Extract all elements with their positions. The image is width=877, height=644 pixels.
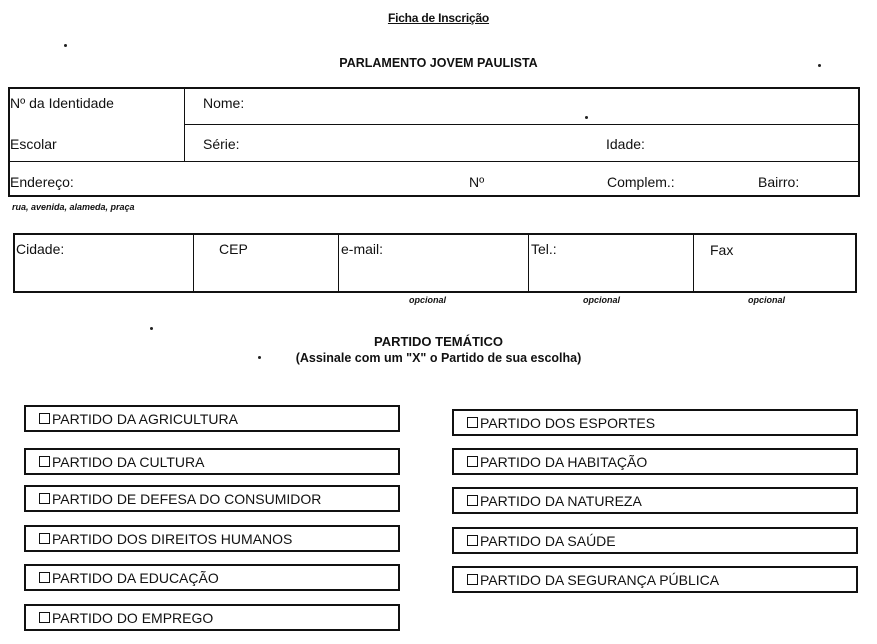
student-info-table <box>8 87 860 197</box>
party-option-seguranca-publica[interactable] <box>452 566 858 593</box>
party-label: PARTIDO DA HABITAÇÃO <box>480 453 648 470</box>
party-option-agricultura[interactable] <box>24 405 400 432</box>
contact-divider-3 <box>528 234 529 292</box>
party-label: PARTIDO DA SEGURANÇA PÚBLICA <box>480 571 720 588</box>
party-option-esportes[interactable] <box>452 409 858 436</box>
nome-field[interactable]: Nome: <box>203 95 245 111</box>
party-option-saude[interactable] <box>452 527 858 554</box>
identity-column-divider <box>184 88 185 162</box>
contact-divider-2 <box>338 234 339 292</box>
contact-divider-4 <box>693 234 694 292</box>
serie-field[interactable]: Série: <box>203 136 240 152</box>
checkbox-icon[interactable] <box>39 533 50 544</box>
tel-field[interactable]: Tel.: <box>531 241 557 257</box>
party-option-direitos-humanos[interactable] <box>24 525 400 552</box>
cidade-field[interactable]: Cidade: <box>16 241 65 257</box>
identidade-label: Nº da Identidade <box>10 95 114 111</box>
checkbox-icon[interactable] <box>467 456 478 467</box>
scan-speck <box>585 116 588 119</box>
partido-section-instruction: (Assinale com um "X" o Partido de sua escolha) <box>295 351 582 365</box>
party-label: PARTIDO DA AGRICULTURA <box>52 410 238 427</box>
party-label: PARTIDO DA NATUREZA <box>480 492 642 509</box>
partido-section-title: PARTIDO TEMÁTICO <box>373 334 504 349</box>
contact-divider-1 <box>193 234 194 292</box>
party-option-consumidor[interactable] <box>24 485 400 512</box>
party-label: PARTIDO DA CULTURA <box>52 453 205 470</box>
endereco-field[interactable]: Endereço: <box>10 174 74 190</box>
party-option-emprego[interactable] <box>24 604 400 631</box>
scan-speck <box>64 44 67 47</box>
fax-optional-note: opcional <box>748 295 786 305</box>
cep-field[interactable]: CEP <box>219 241 248 257</box>
party-label: PARTIDO DA EDUCAÇÃO <box>52 569 219 586</box>
idade-field[interactable]: Idade: <box>606 136 645 152</box>
bairro-field[interactable]: Bairro: <box>758 174 800 190</box>
row-divider-endereco <box>9 161 859 162</box>
endereco-hint: rua, avenida, alameda, praça <box>12 202 135 212</box>
party-label: PARTIDO DO EMPREGO <box>52 609 214 626</box>
party-label: PARTIDO DOS ESPORTES <box>480 414 656 431</box>
escolar-label: Escolar <box>10 136 57 152</box>
scan-speck <box>150 327 153 330</box>
party-label: PARTIDO DE DEFESA DO CONSUMIDOR <box>52 490 322 507</box>
email-optional-note: opcional <box>409 295 447 305</box>
checkbox-icon[interactable] <box>39 456 50 467</box>
checkbox-icon[interactable] <box>467 417 478 428</box>
scan-speck <box>818 64 821 67</box>
checkbox-icon[interactable] <box>39 493 50 504</box>
party-label: PARTIDO DA SAÚDE <box>480 532 616 549</box>
checkbox-icon[interactable] <box>39 612 50 623</box>
complemento-field[interactable]: Complem.: <box>607 174 675 190</box>
form-subtitle: PARLAMENTO JOVEM PAULISTA <box>339 56 538 70</box>
checkbox-icon[interactable] <box>39 413 50 424</box>
row-divider-nome <box>185 124 859 125</box>
checkbox-icon[interactable] <box>39 572 50 583</box>
email-field[interactable]: e-mail: <box>341 241 384 257</box>
tel-optional-note: opcional <box>583 295 621 305</box>
form-title: Ficha de Inscrição <box>387 11 490 25</box>
party-label: PARTIDO DOS DIREITOS HUMANOS <box>52 530 293 547</box>
numero-field[interactable]: Nº <box>469 174 485 190</box>
party-option-cultura[interactable] <box>24 448 400 475</box>
checkbox-icon[interactable] <box>467 495 478 506</box>
checkbox-icon[interactable] <box>467 535 478 546</box>
party-option-habitacao[interactable] <box>452 448 858 475</box>
checkbox-icon[interactable] <box>467 574 478 585</box>
fax-field[interactable]: Fax <box>710 242 734 258</box>
scan-speck <box>258 356 261 359</box>
party-option-natureza[interactable] <box>452 487 858 514</box>
party-option-educacao[interactable] <box>24 564 400 591</box>
